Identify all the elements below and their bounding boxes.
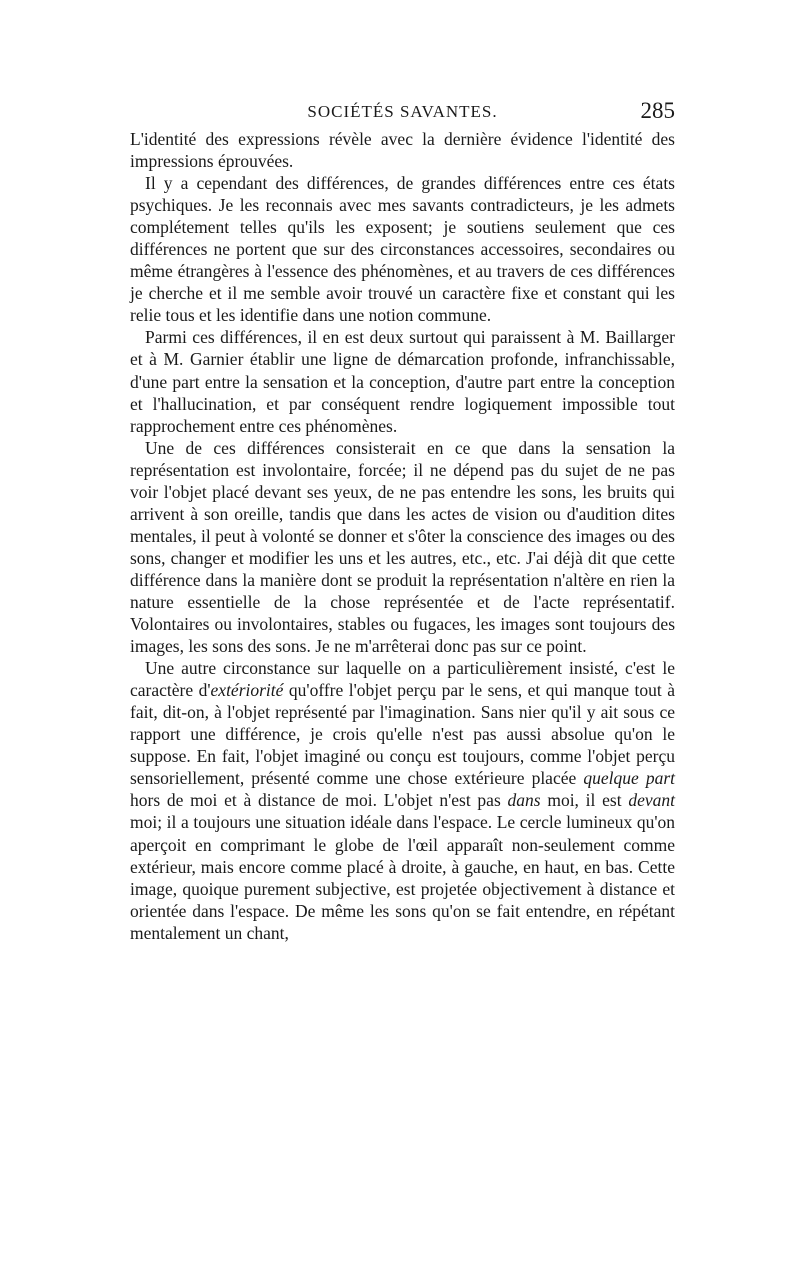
- italic-dans: dans: [507, 790, 541, 811]
- paragraph-5-text-d: moi, il est: [540, 790, 629, 811]
- paragraph-2: Il y a cependant des différences, de grandes différences entre ces états psychiques. Je les reconnais avec mes savants contradicteurs, je les admets complétement telles qu'ils les exposent; je soutiens seulement que ces différences ne portent que sur des circonstances accessoires, secondaires ou même étrangères à l'essence des phénomènes, et au travers de ces différences je cherche et il me semble avoir trouvé un caractère fixe et constant qui les relie tous et les identifie dans une notion commune.: [130, 173, 675, 326]
- italic-exteriorite: extériorité: [210, 680, 284, 701]
- paragraph-5-text-b: qu'offre l'objet perçu par le sens, et qui manque tout à fait, dit-on, à l'objet représenté par l'imagination. Sans nier qu'il y ait sous ce rapport une différence, je crois qu'elle n'est pas aussi absolue qu'on le suppose. En fait, l'objet imaginé ou conçu est toujours, comme l'objet perçu sensoriellement, présenté comme une chose extérieure placée: [130, 680, 675, 789]
- running-title: SOCIÉTÉS SAVANTES.: [307, 102, 498, 121]
- body-text: [130, 128, 675, 944]
- paragraph-5-text-e: moi; il a toujours une situation idéale dans l'espace. Le cercle lumineux qu'on aperçoit en comprimant le globe de l'œil apparaît non-seulement comme extérieur, mais encore comme placé à droite, à gauche, en haut, en bas. Cette image, quoique purement subjective, est projetée objectivement à distance et orientée dans l'espace. De même les sons qu'on se fait entendre, en répétant mentalement un chant,: [130, 812, 675, 943]
- italic-devant: devant: [628, 790, 676, 811]
- italic-quelque-part: quelque part: [583, 768, 675, 789]
- paragraph-5: [130, 657, 675, 944]
- paragraph-5-text-c: hors de moi et à distance de moi. L'objet n'est pas: [130, 790, 508, 811]
- paragraph-4: Une de ces différences consisterait en ce que dans la sensation la représentation est involontaire, forcée; il ne dépend pas du sujet de ne pas voir l'objet placé devant ses yeux, de ne pas entendre les sons, les bruits qui arrivent à son oreille, tandis que dans les actes de vision ou d'audition dites mentales, il peut à volonté se donner et s'ôter la conscience des images ou des sons, changer et modifier les uns et les autres, etc., etc. J'ai déjà dit que cette différence dans la manière dont se produit la représentation n'altère en rien la nature essentielle de la chose représentée et de l'acte représentatif. Volontaires ou involontaires, stables ou fugaces, les images sont toujours des images, les sons des sons. Je ne m'arrêterai donc pas sur ce point.: [130, 437, 675, 657]
- page-number: 285: [640, 98, 675, 123]
- paragraph-3: Parmi ces différences, il en est deux surtout qui paraissent à M. Baillarger et à M. Garnier établir une ligne de démarcation profonde, infranchissable, d'une part entre la sensation et la conception, d'autre part entre la conception et l'hallucination, et par conséquent rendre logiquement impossible tout rapprochement entre ces phénomènes.: [130, 327, 675, 436]
- paragraph-5-text-a: Une autre circonstance sur laquelle on a particulièrement insisté, c'est le caractère d': [130, 658, 675, 701]
- paragraph-1: L'identité des expressions révèle avec la dernière évidence l'identité des impressions éprouvées.: [130, 129, 675, 172]
